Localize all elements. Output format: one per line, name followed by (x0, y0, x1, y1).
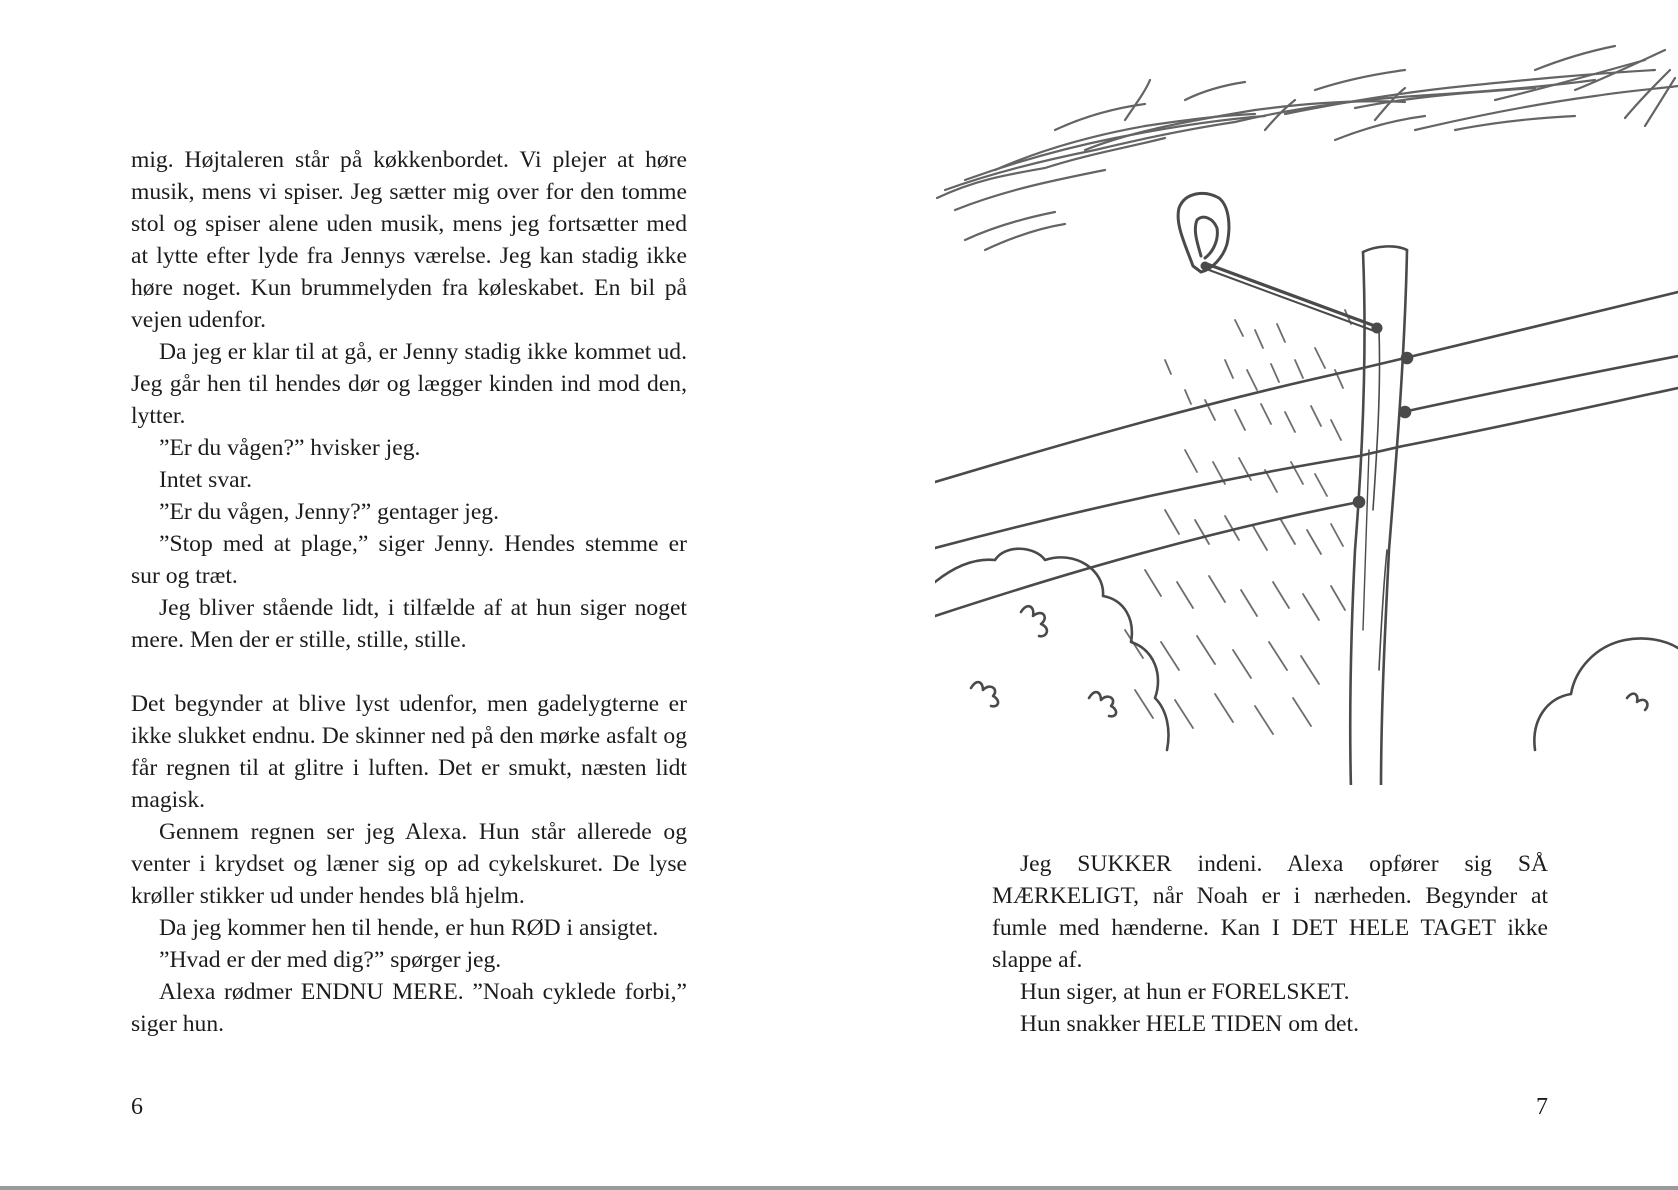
paragraph: ”Stop med at plage,” siger Jenny. Hendes stemme er sur og træt. (131, 531, 687, 589)
paragraph: ”Er du vågen, Jenny?” gentager jeg. (159, 499, 499, 525)
power-lines (935, 292, 1678, 616)
paragraph: Hun siger, at hun er FORELSKET. (1020, 979, 1350, 1005)
paragraph: Da jeg er klar til at gå, er Jenny stadig ikke kommet ud. Jeg går hen til hendes dør og lægger kinden ind mod den, lytter. (131, 339, 687, 429)
right-page-text (992, 848, 1548, 1040)
streetlamp (1178, 193, 1381, 332)
section-break (131, 656, 687, 688)
paragraph: Jeg bliver stående lidt, i tilfælde af at hun siger noget mere. Men der er stille, stille, stille. (131, 595, 687, 653)
streetlight-rain-illustration (935, 30, 1678, 785)
paragraph: Hun snakker HELE TIDEN om det. (1020, 1011, 1359, 1037)
wind-scribbles (937, 46, 1678, 250)
paragraph: Jeg SUKKER indeni. Alexa opfører sig SÅ MÆRKELIGT, når Noah er i nærheden. Begynder at fumle med hænderne. Kan I DET HELE TAGET ikke slappe af. (992, 851, 1548, 973)
page-number-left: 6 (131, 1094, 143, 1120)
paragraph: ”Hvad er der med dig?” spørger jeg. (159, 947, 502, 973)
left-page-text (131, 144, 687, 1040)
paragraph: ”Er du vågen?” hvisker jeg. (159, 435, 421, 461)
page-number-right: 7 (1536, 1094, 1548, 1120)
paragraph: Det begynder at blive lyst udenfor, men gadelygterne er ikke slukket endnu. De skinner ned på den mørke asfalt og får regnen til at glitre i luften. Det er smukt, næsten lidt magisk. (131, 691, 687, 813)
paragraph: mig. Højtaleren står på køkkenbordet. Vi plejer at høre musik, mens vi spiser. Jeg sætter mig over for den tomme stol og spiser alene uden musik, mens jeg fortsætter med at lytte efter lyde fra Jennys værelse. Jeg kan stadig ikke høre noget. Kun brummelyden fra køleskabet. En bil på vejen udenfor. (131, 147, 687, 333)
rain-streaks (1125, 310, 1351, 734)
paragraph: Gennem regnen ser jeg Alexa. Hun står allerede og venter i krydset og læner sig op ad cykelskuret. De lyse krøller stikker ud under hendes blå hjelm. (131, 819, 687, 909)
paragraph: Alexa rødmer ENDNU MERE. ”Noah cyklede forbi,” siger hun. (131, 979, 687, 1037)
paragraph: Da jeg kommer hen til hende, er hun RØD i ansigtet. (159, 915, 659, 941)
paragraph: Intet svar. (159, 467, 253, 493)
page-bottom-edge (0, 1186, 1678, 1190)
